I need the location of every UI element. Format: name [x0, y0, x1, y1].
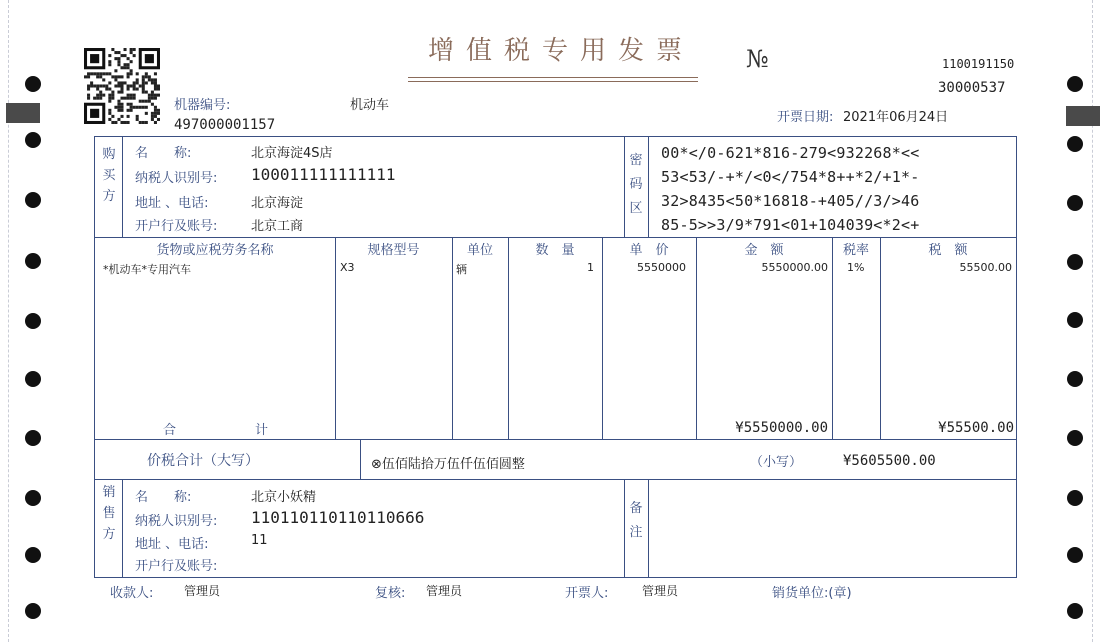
item-unit-price: 5550000 — [637, 261, 686, 274]
remarks-section-label: 备 注 — [629, 501, 643, 540]
buyer-address: 北京海淀 — [251, 196, 304, 211]
invoice-code: 1100191150 — [942, 57, 1015, 71]
issue-date: 2021年06月24日 — [843, 110, 949, 125]
header-tax-amount: 税 额 — [928, 243, 968, 258]
item-tax-amount: 55500.00 — [959, 261, 1012, 274]
seller-section-label: 销 售 方 — [102, 485, 116, 542]
feed-hole — [1067, 254, 1083, 270]
left-perforation-line — [8, 0, 9, 642]
item-amount: 5550000.00 — [761, 261, 828, 274]
seller-tax-id-label: 纳税人识别号: — [135, 514, 218, 529]
feed-hole — [1067, 195, 1083, 211]
title-double-rule — [408, 77, 698, 82]
feed-hole — [25, 490, 41, 506]
vehicle-label: 机动车 — [350, 98, 390, 113]
feed-hole — [25, 76, 41, 92]
feed-hole — [25, 313, 41, 329]
invoice-table — [94, 136, 1017, 578]
seller-address: 11 — [251, 533, 268, 548]
cipher-line: 32>8435<50*16818-+405//3/>46 — [661, 192, 920, 210]
seller-bank-label: 开户行及账号: — [135, 559, 218, 574]
seller-stamp-label: 销货单位:(章) — [772, 586, 852, 601]
number-mark: № — [746, 45, 769, 73]
header-goods-name: 货物或应税劳务名称 — [156, 243, 274, 258]
feed-hole — [25, 430, 41, 446]
total-amount: ¥5550000.00 — [735, 420, 828, 436]
header-unit-price: 单 价 — [629, 243, 669, 258]
header-spec: 规格型号 — [367, 243, 420, 258]
item-unit: 辆 — [456, 263, 467, 276]
grand-total-words: ⊗伍佰陆拾万伍仟伍佰圆整 — [371, 457, 525, 472]
grand-total-small-value: ¥5605500.00 — [843, 453, 936, 469]
seller-tax-id: 110110110110110666 — [251, 508, 425, 527]
header-quantity: 数 量 — [535, 243, 575, 258]
qr-code-icon — [84, 48, 160, 124]
cipher-area — [661, 141, 919, 237]
buyer-tax-id: 100011111111111 — [251, 165, 396, 184]
buyer-section-label: 购 买 方 — [102, 147, 116, 204]
right-perforation-line — [1092, 0, 1093, 642]
cipher-line: 53<53/-+*/<0</754*8++*2/+1*- — [661, 168, 920, 186]
item-name: *机动车*专用汽车 — [103, 263, 191, 276]
buyer-bank-label: 开户行及账号: — [135, 219, 218, 234]
feed-hole — [1067, 312, 1083, 328]
issue-date-label: 开票日期: — [777, 110, 834, 125]
feed-hole — [25, 371, 41, 387]
feed-hole — [1067, 490, 1083, 506]
invoice-title: 增值税专用发票 — [428, 36, 695, 66]
reviewer-label: 复核: — [375, 586, 406, 601]
total-tax: ¥55500.00 — [938, 420, 1014, 436]
total-label-ji: 计 — [255, 423, 269, 438]
item-tax-rate: 1% — [847, 261, 865, 274]
issuer-label: 开票人: — [565, 586, 609, 601]
feed-hole — [1067, 371, 1083, 387]
right-feed-marker — [1066, 106, 1100, 126]
header-tax-rate: 税率 — [842, 243, 869, 258]
feed-hole — [1067, 547, 1083, 563]
buyer-name: 北京海淀4S店 — [251, 146, 333, 161]
feed-hole — [1067, 136, 1083, 152]
cipher-section-label: 密 码 区 — [629, 153, 643, 216]
machine-number: 497000001157 — [174, 117, 276, 133]
feed-hole — [25, 547, 41, 563]
item-quantity: 1 — [587, 261, 594, 274]
feed-hole — [25, 192, 41, 208]
grand-total-label: 价税合计（大写） — [147, 453, 259, 469]
cipher-line: 00*</0-621*816-279<932268*<< — [661, 144, 920, 162]
invoice-number: 30000537 — [938, 80, 1006, 96]
buyer-name-label: 名 称: — [135, 146, 192, 161]
feed-hole — [1067, 603, 1083, 619]
item-spec: X3 — [340, 261, 355, 274]
payee-name: 管理员 — [184, 584, 221, 598]
header-amount: 金 额 — [744, 243, 784, 258]
feed-hole — [1067, 76, 1083, 92]
feed-hole — [25, 132, 41, 148]
buyer-bank: 北京工商 — [251, 219, 304, 234]
seller-name: 北京小妖精 — [251, 490, 317, 505]
seller-name-label: 名 称: — [135, 490, 192, 505]
buyer-address-label: 地址 、电话: — [135, 196, 209, 211]
feed-hole — [1067, 430, 1083, 446]
feed-hole — [25, 603, 41, 619]
left-feed-marker — [6, 103, 40, 123]
reviewer-name: 管理员 — [426, 584, 463, 598]
feed-hole — [25, 253, 41, 269]
payee-label: 收款人: — [110, 586, 154, 601]
header-unit: 单位 — [466, 243, 493, 258]
seller-address-label: 地址 、电话: — [135, 537, 209, 552]
issuer-name: 管理员 — [642, 584, 679, 598]
cipher-line: 85-5>>3/9*791<01+104039<*2<+ — [661, 216, 920, 234]
grand-total-small-label: （小写） — [750, 455, 803, 470]
buyer-tax-id-label: 纳税人识别号: — [135, 171, 218, 186]
machine-number-label: 机器编号: — [174, 98, 231, 113]
total-label-he: 合 — [163, 423, 177, 438]
